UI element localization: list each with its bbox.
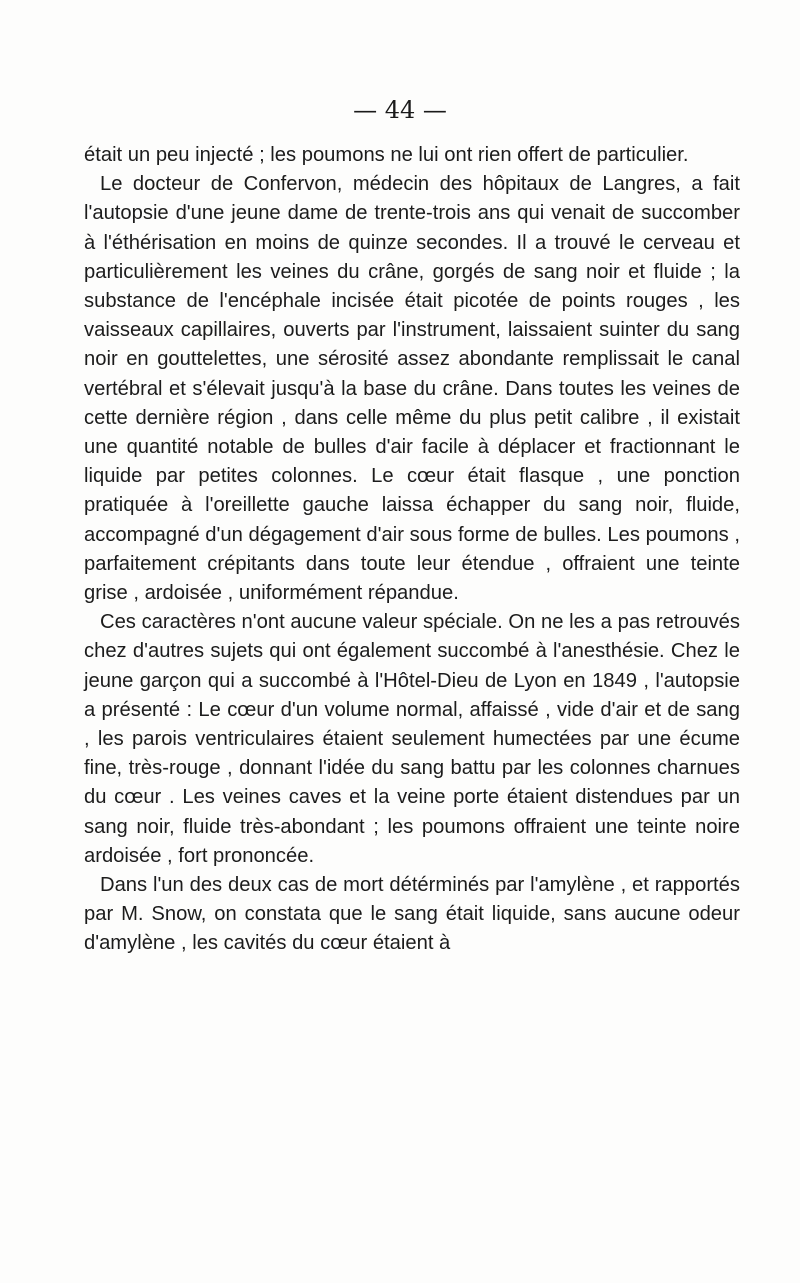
paragraph-characters: Ces caractères n'ont aucune valeur spéciale. On ne les a pas retrouvés chez d'autres sujets qui ont également succombé à l'anesthésie. Chez le jeune garçon qui a succombé à l'Hôtel-Dieu de Lyon en 1849 , l'autopsie a présenté : Le cœur d'un volume normal, affaissé , vide d'air et de sang , les parois ventriculaires étaient seulement humectées par une écume fine, très-rouge , donnant l'idée du sang battu par les colonnes charnues du cœur . Les veines caves et la veine porte étaient distendues par un sang noir, fluide très-abondant ; les poumons offraient une teinte noire ardoisée , fort prononcée. — [84, 611, 740, 867]
paragraph-confervon-autopsy: Le docteur de Confervon, médecin des hôpitaux de Langres, a fait l'autopsie d'une jeune dame de trente-trois ans qui venait de succomber à l'éthérisation en moins de quinze secondes. Il a trouvé le cerveau et particulièrement les veines du crâne, gorgés de sang noir et fluide ; la substance de l'encéphale incisée était picotée de points rouges , les vaisseaux capillaires, ouverts par l'instrument, laissaient suinter du sang noir en gouttelettes, une sérosité assez abondante remplissait le canal vertébral et s'élevait jusqu'à la base du crâne. Dans toutes les veines de cette dernière région , dans celle même du plus petit calibre , il existait une quantité notable de bulles d'air facile à déplacer et fractionnant le liquide par petites colonnes. Le cœur était flasque , une ponction pratiquée à l'oreillette gauche laissa échapper du sang noir, fluide, accompagné d'un dégagement d'air sous forme de bulles. Les poumons , parfaitement crépitants dans toute leur étendue , offraient une teinte grise , ardoisée , uniformément répandue. — [84, 173, 740, 605]
paragraph-continuation: était un peu injecté ; les poumons ne lui ont rien offert de particulier. — [84, 144, 689, 166]
paragraph-amylene: Dans l'un des deux cas de mort détérminés par l'amylène , et rapportés par M. Snow, on constata que le sang était liquide, sans aucune odeur d'amylène , les cavités du cœur étaient à — [84, 874, 740, 955]
body-text — [84, 141, 740, 959]
page-number-header: — 44 — — [353, 96, 447, 124]
